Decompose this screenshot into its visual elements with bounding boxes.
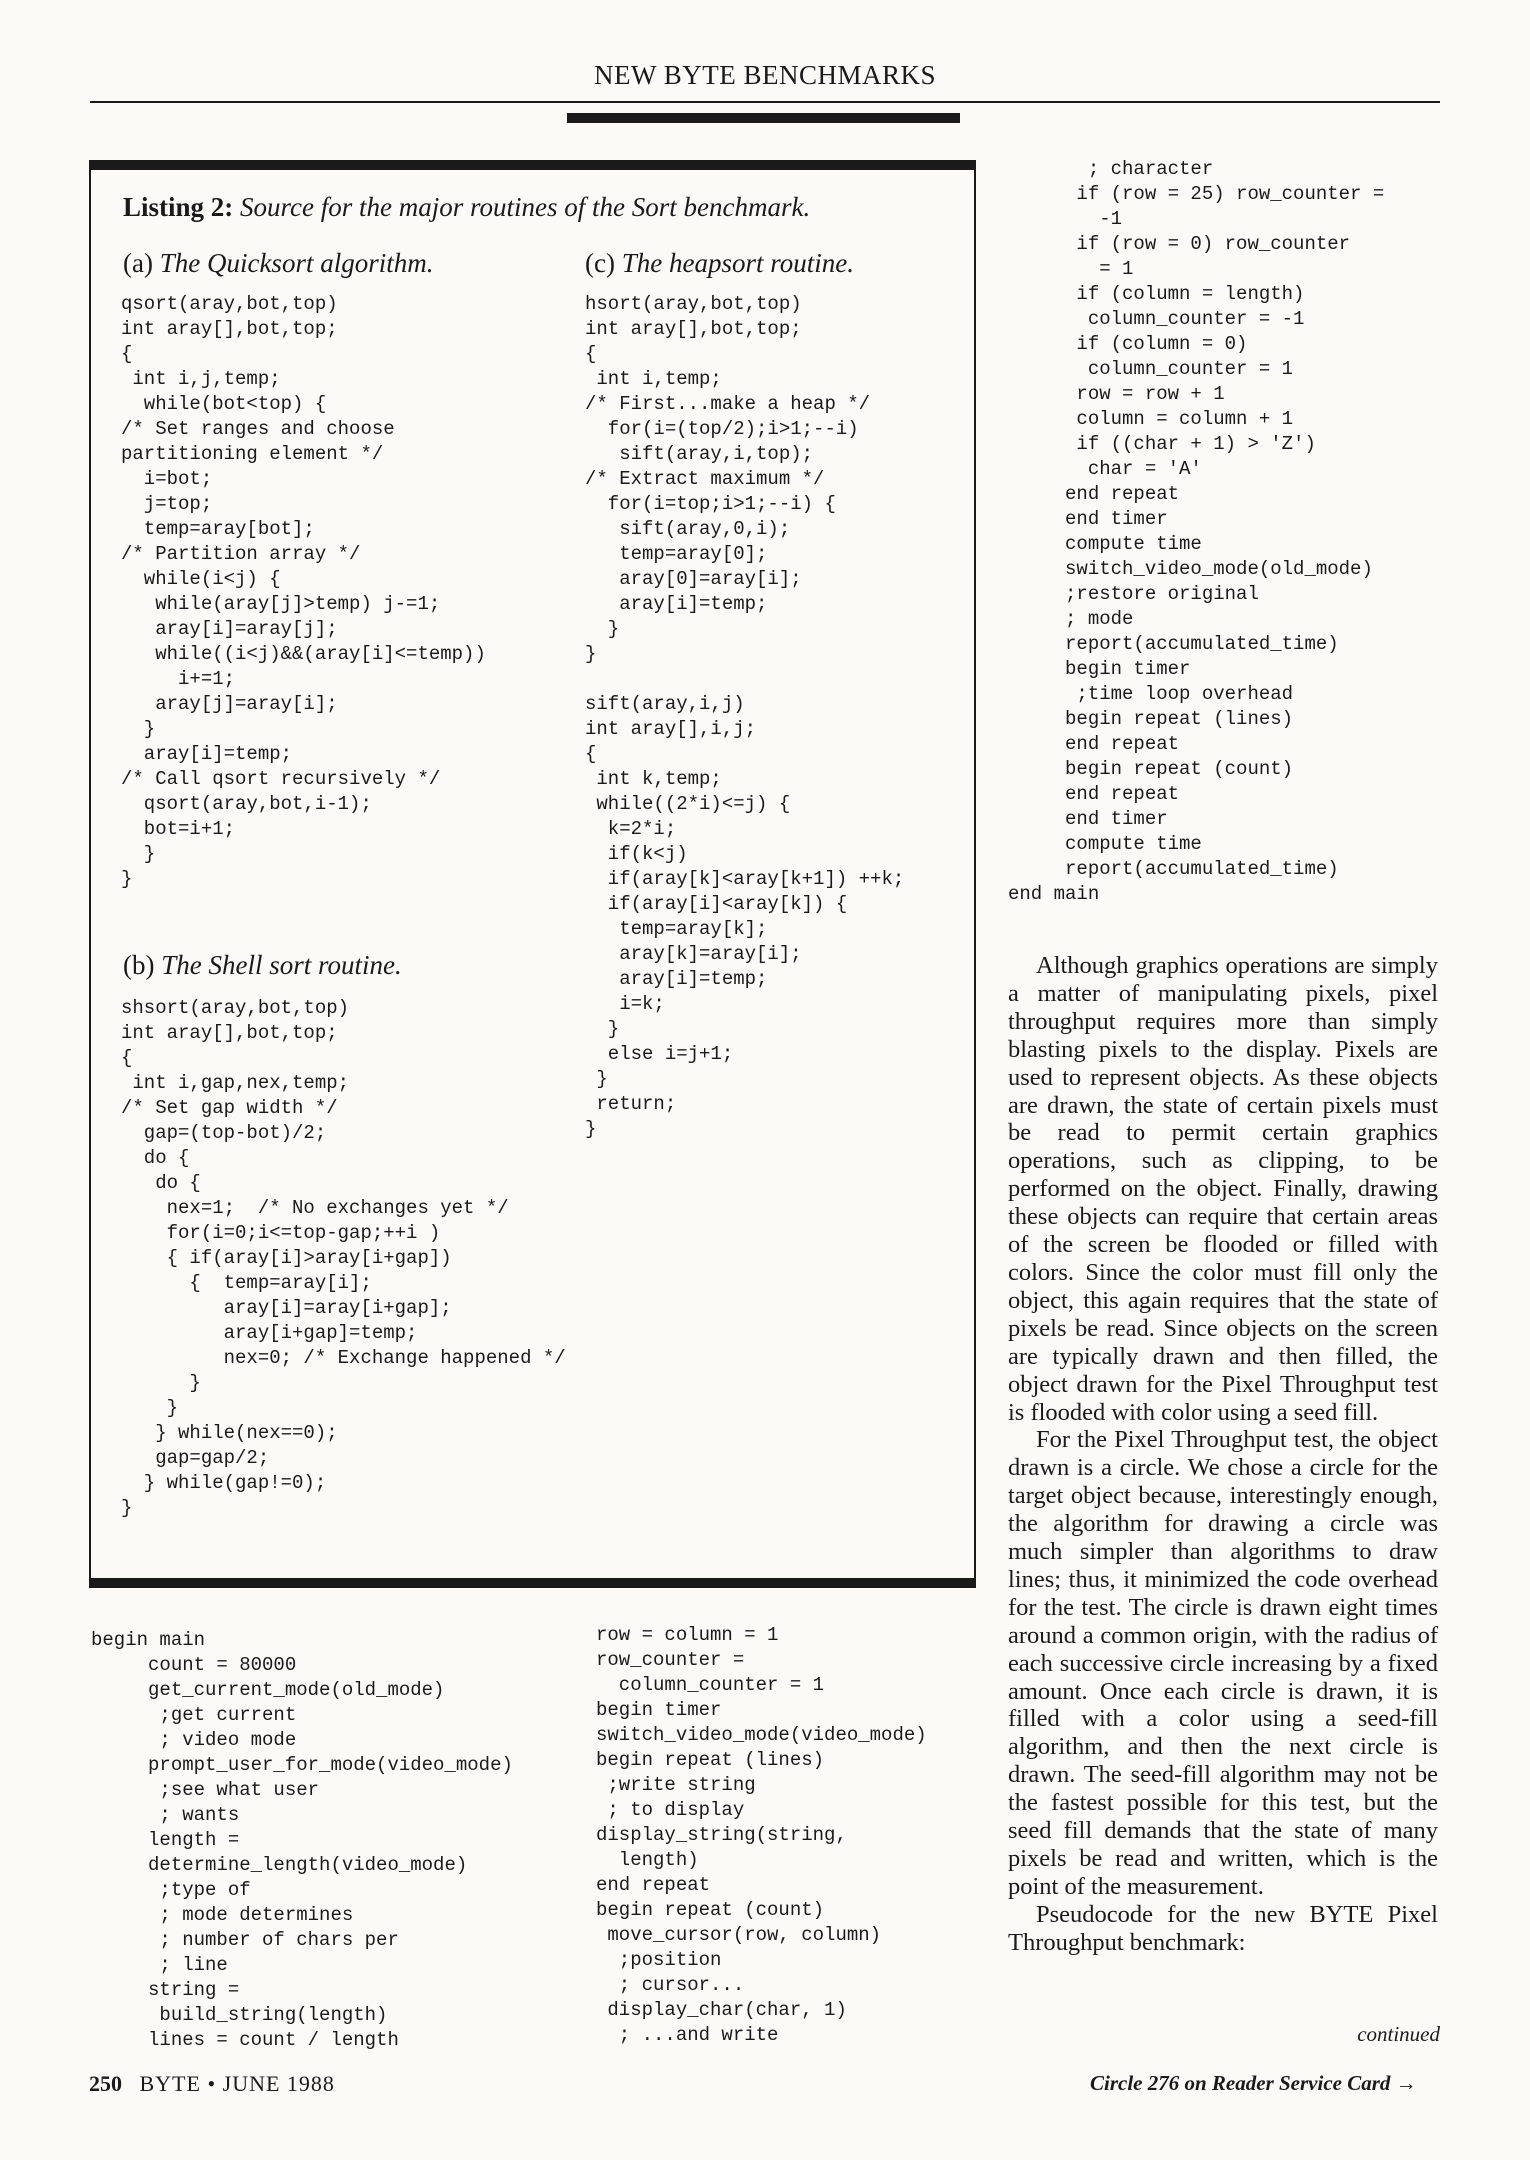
article-body — [1008, 952, 1438, 1957]
listing-label: Listing 2: — [123, 192, 234, 222]
shellsort-code: shsort(aray,bot,top) int aray[],bot,top; { int i,gap,nex,temp; /* Set gap width */ gap=(top-bot)/2; do { do { nex=1; /* No exchanges yet */ for(i=0;i<=top-gap;++i ) { if(aray[i]>aray[i+gap]) { temp=aray[i]; aray[i]=aray[i+gap]; aray[i+gap]=temp; nex=0; /* Exchange happened */ } } } while(nex==0); gap=gap/2; } while(gap!=0); } — [121, 997, 566, 1519]
magazine-issue: BYTE • JUNE 1988 — [139, 2071, 335, 2096]
shellsort-heading — [123, 950, 402, 981]
running-head: NEW BYTE BENCHMARKS — [593, 60, 937, 90]
pseudocode-column-1: begin main count = 80000 get_current_mode(old_mode) ;get current ; video mode prompt_user_for_mode(video_mode) ;see what user ; wants length = determine_length(video_mode) ;type of ; mode determines ; number of chars per ; line string = build_string(length) lines = count / length — [91, 1629, 513, 2051]
pseudocode-column-2: row = column = 1 row_counter = column_counter = 1 begin timer switch_video_mode(video_mode) begin repeat (lines) ;write string ; to display display_string(string, length) end repeat begin repeat (count) move_cursor(row, column) ;position ; cursor... display_char(char, 1) ; ...and write — [596, 1624, 927, 2046]
quicksort-label: (a) — [123, 248, 153, 278]
pseudocode-column-3: ; character if (row = 25) row_counter = -1 if (row = 0) row_counter = 1 if (column = length) column_counter = -1 if (column = 0) column_counter = 1 row = row + 1 column = column + 1 if ((char + 1) > 'Z') char = 'A' end repeat end timer compute time switch_video_mode(old_mode) ;restore original ; mode report(accumulated_time) begin timer ;time loop overhead begin repeat (lines) end repeat begin repeat (count) end repeat end timer compute time report(accumulated_time) end main — [1008, 158, 1385, 905]
body-paragraph: Pseudocode for the new BYTE Pixel Throughput benchmark: — [1008, 1900, 1438, 1956]
shellsort-title: The Shell sort routine. — [161, 950, 402, 980]
shellsort-label: (b) — [123, 950, 155, 980]
body-paragraph: For the Pixel Throughput test, the object drawn is a circle. We chose a circle for the target object because, interestingly enough, the algorithm for drawing a circle was much simpler than algorithms to draw lines; thus, it minimized the code overhead for the test. The circle is drawn eight times around a common origin, with the radius of each successive circle increasing by a fixed amount. Once each circle is drawn, it is filled with a color using a seed-fill algorithm, and then the next circle is drawn. The seed-fill algorithm may not be the fastest possible for this test, but the seed fill demands that the state of many pixels be read and written, which is the point of the measurement. — [1008, 1426, 1438, 1900]
heapsort-title: The heapsort routine. — [621, 248, 854, 278]
quicksort-title: The Quicksort algorithm. — [159, 248, 434, 278]
heapsort-code: hsort(aray,bot,top) int aray[],bot,top; { int i,temp; /* First...make a heap */ for(i=(top/2);i>1;--i) sift(aray,i,top); /* Extract maximum */ for(i=top;i>1;--i) { sift(aray,0,i); temp=aray[0]; aray[0]=aray[i]; aray[i]=temp; } } sift(aray,i,j) int aray[],i,j; { int k,temp; while((2*i)<=j) { k=2*i; if(k<j) if(aray[k]<aray[k+1]) ++k; if(aray[i]<aray[k]) { temp=aray[k]; aray[k]=aray[i]; aray[i]=temp; i=k; } else i=j+1; } return; } — [585, 293, 905, 1140]
heapsort-heading — [585, 248, 854, 279]
heapsort-label: (c) — [585, 248, 615, 278]
page-number: 250 — [89, 2071, 122, 2096]
footer-folio — [89, 2071, 335, 2097]
listing-caption — [123, 192, 810, 223]
body-paragraph: Although graphics operations are simply a matter of manipulating pixels, pixel throughput requires more than simply blasting pixels to the display. Pixels are used to represent objects. As these objects are drawn, the state of certain pixels must be read to permit certain graphics operations, such as clipping, to be performed on the object. Finally, drawing these objects can require that certain areas of the screen be flooded or filled with colors. Since the color must fill only the object, this again requires that the state of pixels be read. Since objects on the screen are typically drawn and then filled, the object drawn for the Pixel Throughput test is flooded with color using a seed fill. — [1008, 952, 1438, 1426]
header-bar — [567, 113, 960, 123]
continued-label: continued — [1357, 2022, 1440, 2046]
header-rule — [90, 101, 1440, 103]
reader-service-link[interactable]: Circle 276 on Reader Service Card → — [1090, 2071, 1417, 2095]
quicksort-heading — [123, 248, 433, 279]
listing-caption-text: Source for the major routines of the Sort benchmark. — [240, 192, 811, 222]
quicksort-code: qsort(aray,bot,top) int aray[],bot,top; { int i,j,temp; while(bot<top) { /* Set ranges and choose partitioning element */ i=bot; j=top; temp=aray[bot]; /* Partition array */ while(i<j) { while(aray[j]>temp) j-=1; aray[i]=aray[j]; while((i<j)&&(aray[i]<=temp)) i+=1; aray[j]=aray[i]; } aray[i]=temp; /* Call qsort recursively */ qsort(aray,bot,i-1); bot=i+1; } } — [121, 293, 486, 890]
